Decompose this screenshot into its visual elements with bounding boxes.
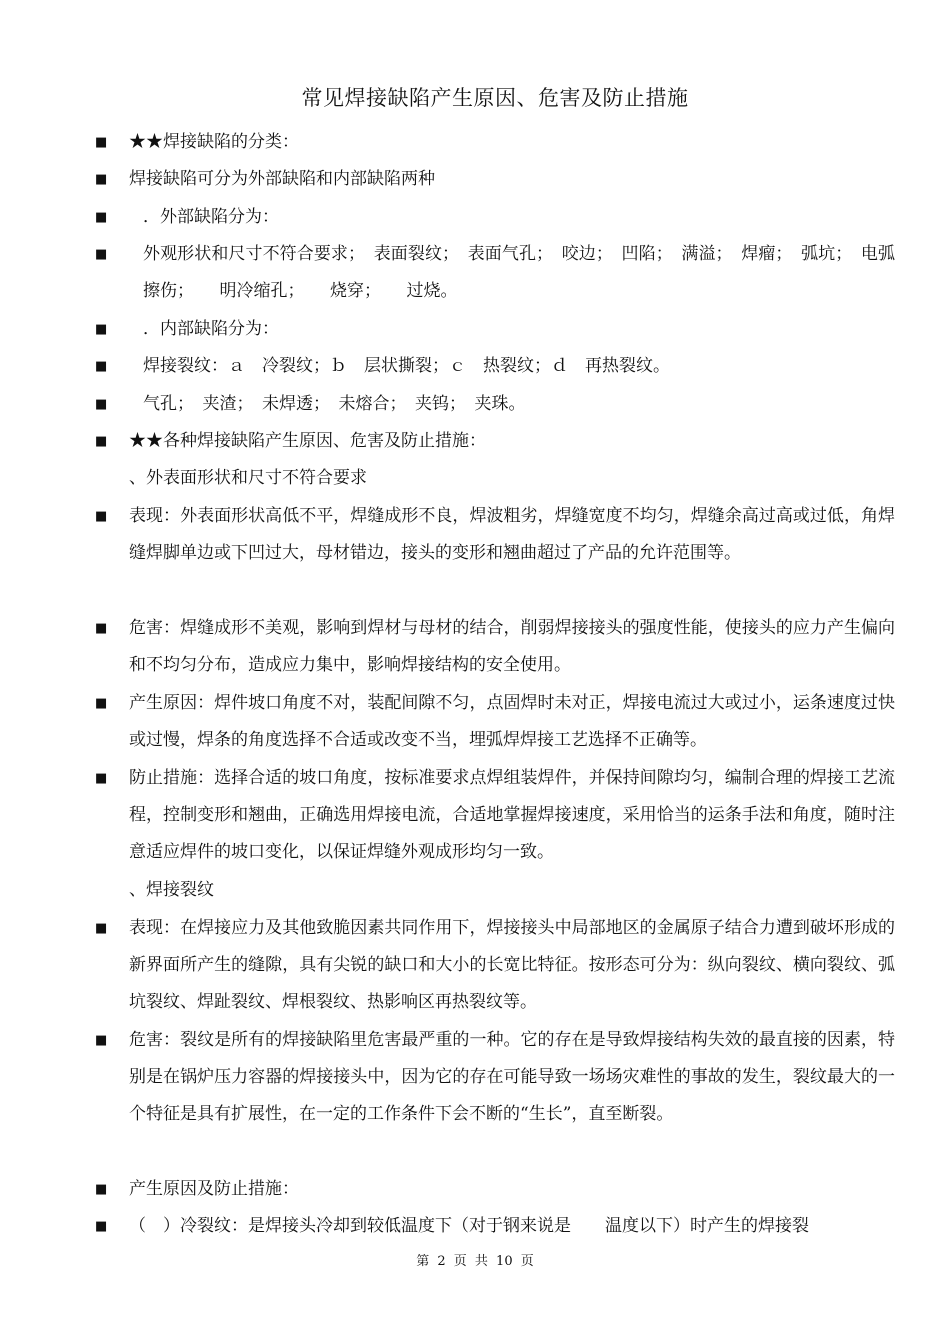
- bullet-icon: ■: [95, 172, 108, 187]
- list-item: [95, 1208, 895, 1245]
- list-item: [95, 1171, 895, 1208]
- item-text: 焊接裂纹：ａ 冷裂纹；ｂ 层状撕裂；ｃ 热裂纹；ｄ 再热裂纹。: [143, 356, 670, 376]
- bullet-icon: ■: [95, 322, 108, 337]
- bullet-icon: ■: [95, 1182, 108, 1197]
- list-item: [95, 199, 895, 236]
- page-title: 常见焊接缺陷产生原因、危害及防止措施: [301, 86, 689, 110]
- bullet-icon: ■: [95, 921, 108, 936]
- list-item: [95, 610, 895, 685]
- page-footer: 第 2 页 共 10 页: [416, 1254, 534, 1269]
- list-item: [95, 311, 895, 348]
- item-text: 危害：焊缝成形不美观，影响到焊材与母材的结合，削弱焊接接头的强度性能，使接头的应力产生偏向和不均匀分布，造成应力集中，影响焊接结构的安全使用。: [129, 618, 895, 675]
- heading-text: 、外表面形状和尺寸不符合要求: [129, 468, 367, 488]
- item-text: ．外部缺陷分为：: [143, 207, 279, 227]
- item-text: 产生原因及防止措施：: [129, 1179, 299, 1199]
- bullet-icon: ■: [95, 135, 108, 150]
- bullet-icon: ■: [95, 621, 108, 636]
- bullet-icon: ■: [95, 359, 108, 374]
- item-text: ．内部缺陷分为：: [143, 319, 279, 339]
- list-item: [95, 161, 895, 198]
- bullet-icon: ■: [95, 696, 108, 711]
- section-heading: [95, 872, 895, 909]
- bullet-icon: ■: [95, 1219, 108, 1234]
- item-text: 防止措施：选择合适的坡口角度，按标准要求点焊组装焊件，并保持间隙均匀，编制合理的焊接工艺流程，控制变形和翘曲，正确选用焊接电流，合适地掌握焊接速度，采用恰当的运条手法和角度，随时注意适应焊件的坡口变化，以保证焊缝外观成形均匀一致。: [129, 768, 895, 862]
- item-text: 焊接缺陷可分为外部缺陷和内部缺陷两种: [129, 169, 435, 189]
- item-text: 表现：在焊接应力及其他致脆因素共同作用下，焊接接头中局部地区的金属原子结合力遭到破坏形成的新界面所产生的缝隙，具有尖锐的缺口和大小的长宽比特征。按形态可分为：纵向裂纹、横向裂纹、弧坑裂纹、焊趾裂纹、焊根裂纹、热影响区再热裂纹等。: [129, 918, 895, 1012]
- item-text: 表现：外表面形状高低不平，焊缝成形不良，焊波粗劣，焊缝宽度不均匀，焊缝余高过高或过低，角焊缝焊脚单边或下凹过大，母材错边，接头的变形和翘曲超过了产品的允许范围等。: [129, 506, 895, 563]
- list-item: [95, 236, 895, 310]
- item-text: 外观形状和尺寸不符合要求； 表面裂纹； 表面气孔； 咬边； 凹陷； 满溢； 焊瘤； 弧坑； 电弧擦伤； 明冷缩孔； 烧穿； 过烧。: [143, 244, 895, 301]
- item-text: 危害：裂纹是所有的焊接缺陷里危害最严重的一种。它的存在是导致焊接结构失效的最直接的因素，特别是在锅炉压力容器的焊接接头中，因为它的存在可能导致一场场灾难性的事故的发生，裂纹最大的一个特征是具有扩展性，在一定的工作条件下会不断的“生长”，直至断裂。: [129, 1030, 895, 1124]
- list-item: [95, 348, 895, 385]
- list-item: [95, 760, 895, 872]
- bullet-icon: ■: [95, 771, 108, 786]
- list-item: [95, 910, 895, 1022]
- list-item: [95, 124, 895, 161]
- heading-text: 、焊接裂纹: [129, 880, 214, 900]
- bullet-icon: ■: [95, 509, 108, 524]
- list-item: [95, 685, 895, 760]
- bullet-icon: ■: [95, 434, 108, 449]
- list-item: [95, 498, 895, 610]
- item-text: 产生原因：焊件坡口角度不对，装配间隙不匀，点固焊时未对正，焊接电流过大或过小，运条速度过快或过慢，焊条的角度选择不合适或改变不当，埋弧焊焊接工艺选择不正确等。: [129, 693, 895, 750]
- bullet-icon: ■: [95, 397, 108, 412]
- bullet-icon: ■: [95, 247, 108, 262]
- item-text: ★★各种焊接缺陷产生原因、危害及防止措施：: [129, 431, 486, 451]
- list-item: [95, 1022, 895, 1170]
- bullet-icon: ■: [95, 210, 108, 225]
- item-text: 气孔； 夹渣； 未焊透； 未熔合； 夹钨； 夹珠。: [143, 394, 526, 414]
- bullet-icon: ■: [95, 1033, 108, 1048]
- list-item: [95, 423, 895, 460]
- section-heading: [95, 460, 895, 497]
- item-text: （ ）冷裂纹：是焊接头冷却到较低温度下（对于钢来说是 温度以下）时产生的焊接裂: [129, 1216, 809, 1236]
- item-text: ★★焊接缺陷的分类：: [129, 132, 299, 152]
- list-item: [95, 386, 895, 423]
